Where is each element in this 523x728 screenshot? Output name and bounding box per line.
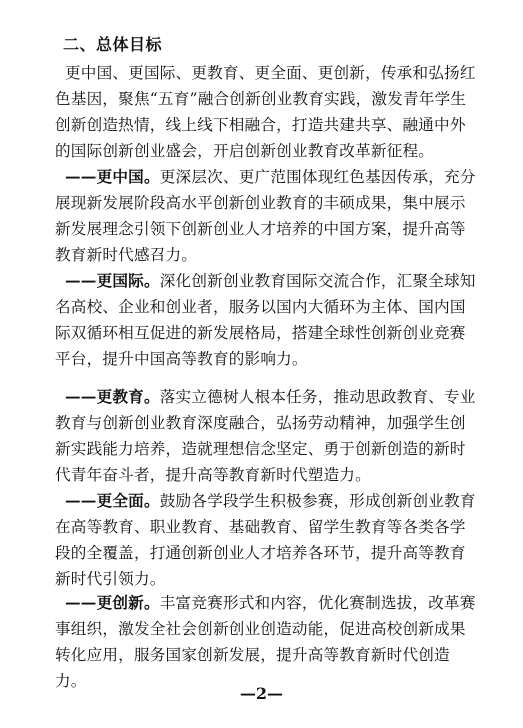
paragraph-lead: ——更全面。	[65, 491, 160, 510]
paragraph-more-chinese	[55, 164, 480, 268]
paragraph-lead: ——更中国。	[65, 167, 160, 186]
paragraph-text: 鼓励各学段学生积极参赛，形成创新创业教育在高等教育、职业教育、基础教育、留学生教育等各类各学段的全覆盖，打通创新创业人才培养各环节，提升高等教育新时代引领力。	[55, 492, 476, 588]
paragraph-text: 丰富竞赛形式和内容，优化赛制选拔，改革赛事组织，激发全社会创新创业创造动能，促进高校创新成果转化应用，服务国家创新发展，提升高等教育新时代创造力。	[55, 594, 476, 690]
paragraph-text: 落实立德树人根本任务，推动思政教育、专业教育与创新创业教育深度融合，弘扬劳动精神，加强学生创新实践能力培养，造就理想信念坚定、勇于创新创造的新时代青年奋斗者，提升高等教育新时代塑造力。	[55, 388, 476, 484]
paragraph-text: 更深层次、更广范围体现红色基因传承，充分展现新发展阶段高水平创新创业教育的丰硕成果，集中展示新发展理念引领下创新创业人才培养的中国方案，提升高等教育新时代感召力。	[55, 168, 476, 264]
paragraph-more-innovative	[55, 590, 480, 694]
page-number: —2—	[239, 684, 284, 703]
paragraph-lead: ——更国际。	[65, 271, 160, 290]
paragraph-lead: ——更创新。	[65, 593, 160, 612]
paragraph-text: 更中国、更国际、更教育、更全面、更创新，传承和弘扬红色基因，聚焦“五育”融合创新创业教育实践，激发青年学生创新创造热情，线上线下相融合，打造共建共享、融通中外的国际创新创业盛会，开启创新创业教育改革新征程。	[55, 64, 476, 160]
paragraph-more-education	[55, 384, 480, 488]
section-heading: 二、总体目标	[63, 35, 163, 54]
paragraph-lead: ——更教育。	[65, 387, 160, 406]
paragraph-text: 深化创新创业教育国际交流合作，汇聚全球知名高校、企业和创业者，服务以国内大循环为主体、国内国际双循环相互促进的新发展格局，搭建全球性创新创业竞赛平台，提升中国高等教育的影响力。	[55, 272, 476, 368]
paragraph-intro	[55, 60, 480, 164]
paragraph-more-international	[55, 268, 480, 372]
paragraph-more-comprehensive	[55, 488, 480, 592]
